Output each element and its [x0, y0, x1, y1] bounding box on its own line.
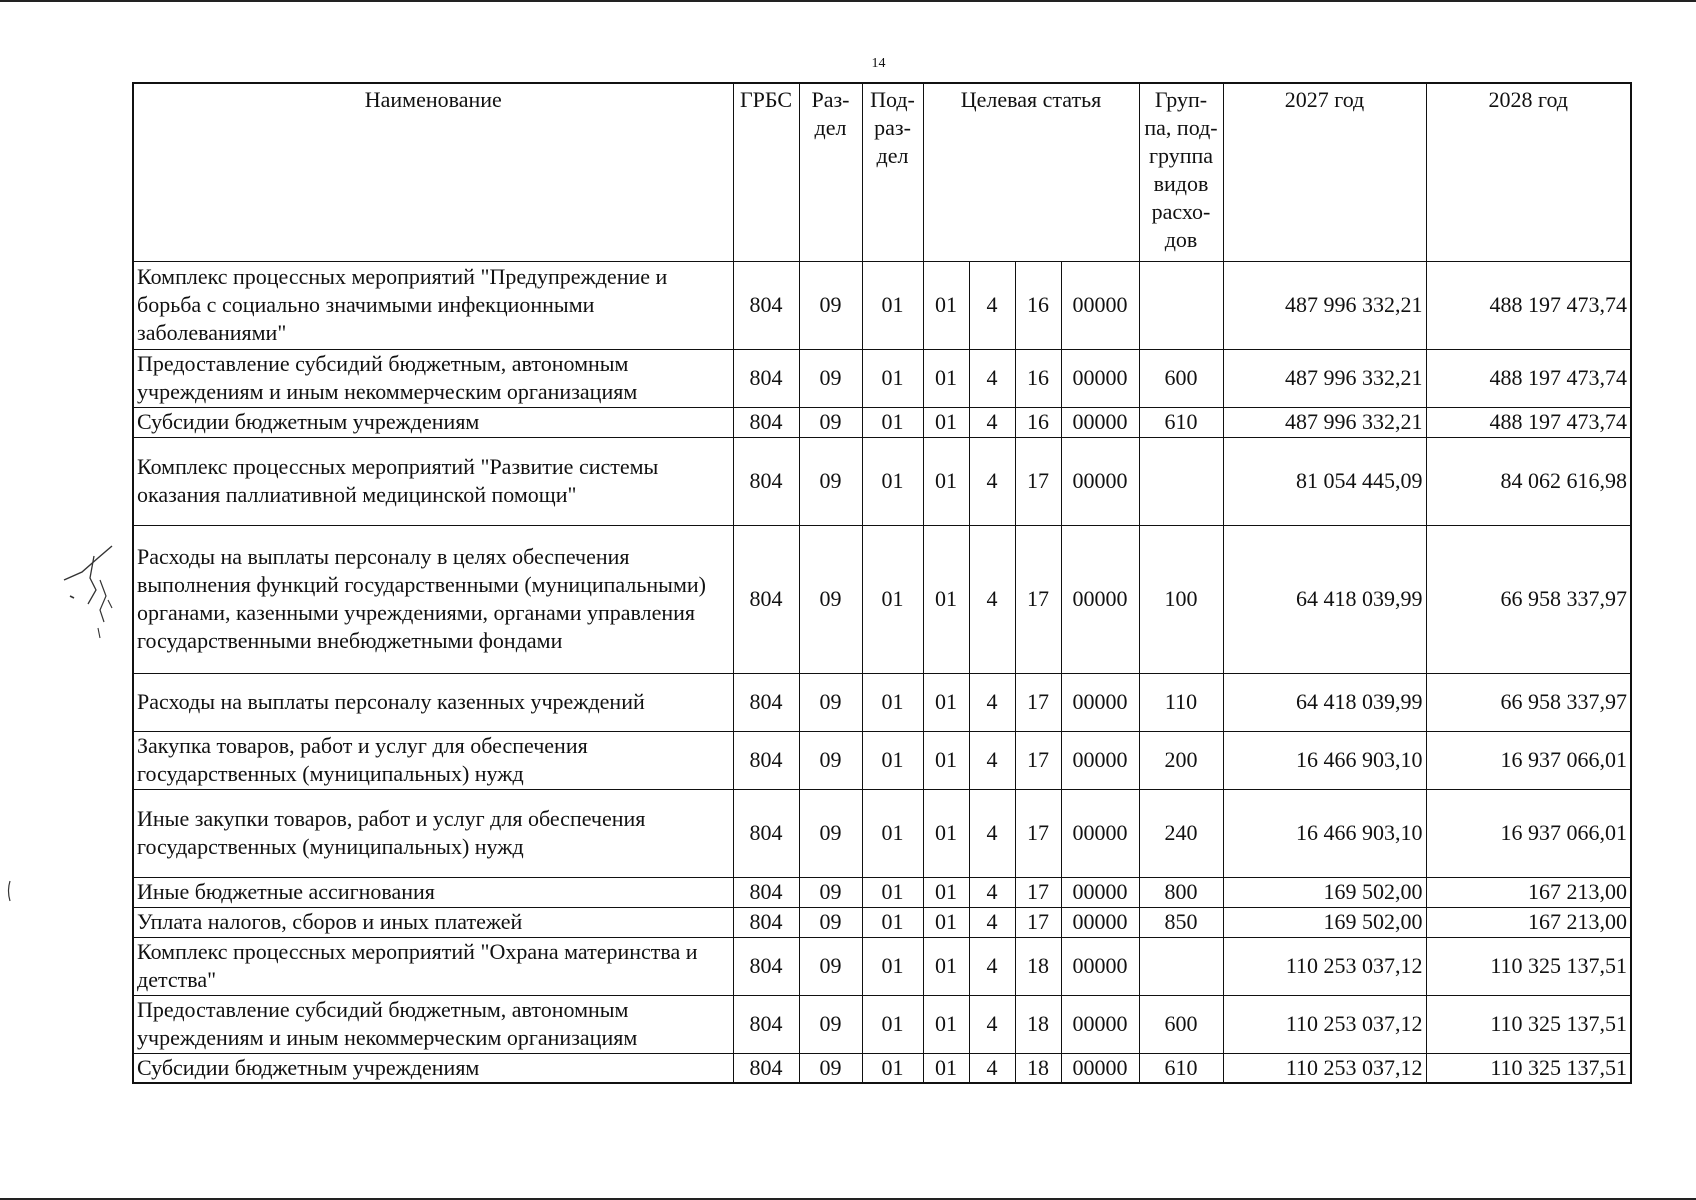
- table-row: [133, 1053, 1631, 1083]
- cell-subsection: 01: [862, 349, 923, 407]
- cell-target-type: 4: [969, 877, 1015, 907]
- cell-target-structural: 16: [1015, 407, 1061, 437]
- cell-section: 09: [799, 525, 862, 673]
- cell-grbs: 804: [733, 937, 799, 995]
- handwritten-signature-icon: [60, 538, 130, 648]
- cell-expense-group: 610: [1139, 407, 1223, 437]
- cell-name: Комплекс процессных мероприятий "Развитие системы оказания паллиативной медицинской помощи": [133, 437, 733, 525]
- cell-grbs: 804: [733, 673, 799, 731]
- cell-target-direction: 00000: [1061, 261, 1139, 349]
- cell-amount-2027: 487 996 332,21: [1223, 407, 1426, 437]
- cell-grbs: 804: [733, 525, 799, 673]
- header-name: Наименование: [133, 83, 733, 261]
- cell-section: 09: [799, 407, 862, 437]
- cell-grbs: 804: [733, 1053, 799, 1083]
- cell-amount-2027: 169 502,00: [1223, 907, 1426, 937]
- cell-amount-2027: 16 466 903,10: [1223, 731, 1426, 789]
- cell-name: Предоставление субсидий бюджетным, автономным учреждениям и иным некоммерческим организациям: [133, 995, 733, 1053]
- cell-target-type: 4: [969, 673, 1015, 731]
- cell-target-program: 01: [923, 349, 969, 407]
- cell-target-direction: 00000: [1061, 525, 1139, 673]
- cell-name: Комплекс процессных мероприятий "Охрана материнства и детства": [133, 937, 733, 995]
- cell-expense-group: 100: [1139, 525, 1223, 673]
- cell-name: Комплекс процессных мероприятий "Предупреждение и борьба с социально значимыми инфекционными заболеваниями": [133, 261, 733, 349]
- cell-target-structural: 17: [1015, 673, 1061, 731]
- cell-amount-2028: 167 213,00: [1426, 907, 1631, 937]
- header-expense-group: Груп-па, под-группа видов расхо-дов: [1139, 83, 1223, 261]
- cell-target-structural: 16: [1015, 261, 1061, 349]
- cell-target-structural: 17: [1015, 789, 1061, 877]
- cell-target-program: 01: [923, 907, 969, 937]
- cell-target-direction: 00000: [1061, 789, 1139, 877]
- cell-target-type: 4: [969, 907, 1015, 937]
- cell-name: Иные бюджетные ассигнования: [133, 877, 733, 907]
- cell-target-program: 01: [923, 437, 969, 525]
- header-section: Раз-дел: [799, 83, 862, 261]
- cell-target-structural: 16: [1015, 349, 1061, 407]
- cell-section: 09: [799, 349, 862, 407]
- cell-grbs: 804: [733, 907, 799, 937]
- cell-target-type: 4: [969, 407, 1015, 437]
- cell-target-structural: 17: [1015, 525, 1061, 673]
- table-row: [133, 349, 1631, 407]
- cell-subsection: 01: [862, 877, 923, 907]
- cell-amount-2027: 110 253 037,12: [1223, 995, 1426, 1053]
- cell-target-direction: 00000: [1061, 877, 1139, 907]
- cell-target-direction: 00000: [1061, 349, 1139, 407]
- cell-section: 09: [799, 907, 862, 937]
- cell-target-structural: 18: [1015, 1053, 1061, 1083]
- cell-subsection: 01: [862, 673, 923, 731]
- cell-amount-2027: 110 253 037,12: [1223, 1053, 1426, 1083]
- cell-grbs: 804: [733, 995, 799, 1053]
- cell-grbs: 804: [733, 349, 799, 407]
- cell-amount-2027: 64 418 039,99: [1223, 525, 1426, 673]
- cell-grbs: 804: [733, 437, 799, 525]
- cell-amount-2027: 16 466 903,10: [1223, 789, 1426, 877]
- cell-target-program: 01: [923, 789, 969, 877]
- cell-amount-2028: 110 325 137,51: [1426, 995, 1631, 1053]
- cell-section: 09: [799, 937, 862, 995]
- cell-target-program: 01: [923, 877, 969, 907]
- cell-target-type: 4: [969, 261, 1015, 349]
- table-row: [133, 789, 1631, 877]
- cell-expense-group: 110: [1139, 673, 1223, 731]
- cell-amount-2028: 16 937 066,01: [1426, 731, 1631, 789]
- table-header-row: [133, 83, 1631, 261]
- cell-amount-2028: 66 958 337,97: [1426, 673, 1631, 731]
- cell-name: Закупка товаров, работ и услуг для обеспечения государственных (муниципальных) нужд: [133, 731, 733, 789]
- cell-amount-2028: 488 197 473,74: [1426, 407, 1631, 437]
- cell-expense-group: 850: [1139, 907, 1223, 937]
- cell-expense-group: 240: [1139, 789, 1223, 877]
- cell-name: Иные закупки товаров, работ и услуг для обеспечения государственных (муниципальных) нужд: [133, 789, 733, 877]
- cell-target-program: 01: [923, 673, 969, 731]
- cell-amount-2028: 488 197 473,74: [1426, 261, 1631, 349]
- cell-target-structural: 17: [1015, 731, 1061, 789]
- cell-grbs: 804: [733, 407, 799, 437]
- cell-target-type: 4: [969, 437, 1015, 525]
- header-target-article: Целевая статья: [923, 83, 1139, 261]
- cell-subsection: 01: [862, 907, 923, 937]
- cell-target-direction: 00000: [1061, 673, 1139, 731]
- cell-target-direction: 00000: [1061, 907, 1139, 937]
- cell-expense-group: [1139, 261, 1223, 349]
- cell-target-direction: 00000: [1061, 937, 1139, 995]
- cell-section: 09: [799, 731, 862, 789]
- cell-target-program: 01: [923, 525, 969, 673]
- table-row: [133, 937, 1631, 995]
- table-row: [133, 261, 1631, 349]
- cell-section: 09: [799, 995, 862, 1053]
- cell-amount-2028: 66 958 337,97: [1426, 525, 1631, 673]
- cell-target-direction: 00000: [1061, 437, 1139, 525]
- cell-grbs: 804: [733, 261, 799, 349]
- cell-target-program: 01: [923, 1053, 969, 1083]
- cell-name: Уплата налогов, сборов и иных платежей: [133, 907, 733, 937]
- cell-subsection: 01: [862, 995, 923, 1053]
- cell-target-program: 01: [923, 995, 969, 1053]
- header-year-2028: 2028 год: [1426, 83, 1631, 261]
- cell-target-program: 01: [923, 407, 969, 437]
- cell-expense-group: 200: [1139, 731, 1223, 789]
- table-row: [133, 877, 1631, 907]
- table-row: [133, 907, 1631, 937]
- header-subsection: Под-раз-дел: [862, 83, 923, 261]
- cell-expense-group: [1139, 937, 1223, 995]
- cell-subsection: 01: [862, 437, 923, 525]
- cell-subsection: 01: [862, 1053, 923, 1083]
- table-row: [133, 731, 1631, 789]
- cell-target-type: 4: [969, 789, 1015, 877]
- cell-section: 09: [799, 261, 862, 349]
- cell-expense-group: 600: [1139, 995, 1223, 1053]
- cell-amount-2028: 488 197 473,74: [1426, 349, 1631, 407]
- cell-name: Предоставление субсидий бюджетным, автономным учреждениям и иным некоммерческим организациям: [133, 349, 733, 407]
- header-year-2027: 2027 год: [1223, 83, 1426, 261]
- cell-subsection: 01: [862, 407, 923, 437]
- page-number: 14: [871, 56, 886, 71]
- cell-subsection: 01: [862, 937, 923, 995]
- cell-expense-group: 600: [1139, 349, 1223, 407]
- cell-section: 09: [799, 1053, 862, 1083]
- budget-table: [132, 82, 1632, 1084]
- cell-target-direction: 00000: [1061, 995, 1139, 1053]
- cell-grbs: 804: [733, 789, 799, 877]
- cell-target-structural: 17: [1015, 437, 1061, 525]
- cell-target-direction: 00000: [1061, 407, 1139, 437]
- cell-expense-group: 800: [1139, 877, 1223, 907]
- cell-name: Субсидии бюджетным учреждениям: [133, 1053, 733, 1083]
- cell-target-type: 4: [969, 731, 1015, 789]
- cell-subsection: 01: [862, 525, 923, 673]
- table-row: [133, 407, 1631, 437]
- cell-amount-2027: 81 054 445,09: [1223, 437, 1426, 525]
- cell-amount-2028: 84 062 616,98: [1426, 437, 1631, 525]
- cell-amount-2028: 110 325 137,51: [1426, 937, 1631, 995]
- table-row: [133, 995, 1631, 1053]
- cell-target-program: 01: [923, 261, 969, 349]
- cell-name: Расходы на выплаты персоналу казенных учреждений: [133, 673, 733, 731]
- cell-name: Расходы на выплаты персоналу в целях обеспечения выполнения функций государственными (муниципальными) органами, казенными учреждениями, органами управления государственными внебюджетными фондами: [133, 525, 733, 673]
- cell-grbs: 804: [733, 877, 799, 907]
- cell-amount-2027: 169 502,00: [1223, 877, 1426, 907]
- cell-expense-group: [1139, 437, 1223, 525]
- cell-target-program: 01: [923, 731, 969, 789]
- header-grbs: ГРБС: [733, 83, 799, 261]
- cell-target-structural: 18: [1015, 995, 1061, 1053]
- cell-target-structural: 17: [1015, 877, 1061, 907]
- cell-amount-2028: 16 937 066,01: [1426, 789, 1631, 877]
- cell-amount-2028: 167 213,00: [1426, 877, 1631, 907]
- cell-target-type: 4: [969, 937, 1015, 995]
- cell-target-direction: 00000: [1061, 731, 1139, 789]
- table-row: [133, 525, 1631, 673]
- cell-target-structural: 18: [1015, 937, 1061, 995]
- cell-target-type: 4: [969, 349, 1015, 407]
- cell-amount-2027: 110 253 037,12: [1223, 937, 1426, 995]
- cell-section: 09: [799, 877, 862, 907]
- cell-target-type: 4: [969, 995, 1015, 1053]
- table-row: [133, 437, 1631, 525]
- margin-bracket-icon: [6, 880, 12, 902]
- cell-subsection: 01: [862, 789, 923, 877]
- cell-target-type: 4: [969, 525, 1015, 673]
- table-body: [133, 261, 1631, 1083]
- cell-section: 09: [799, 437, 862, 525]
- cell-grbs: 804: [733, 731, 799, 789]
- cell-amount-2027: 487 996 332,21: [1223, 349, 1426, 407]
- cell-amount-2027: 64 418 039,99: [1223, 673, 1426, 731]
- cell-amount-2027: 487 996 332,21: [1223, 261, 1426, 349]
- cell-target-structural: 17: [1015, 907, 1061, 937]
- cell-amount-2028: 110 325 137,51: [1426, 1053, 1631, 1083]
- cell-section: 09: [799, 673, 862, 731]
- cell-subsection: 01: [862, 731, 923, 789]
- cell-subsection: 01: [862, 261, 923, 349]
- cell-target-type: 4: [969, 1053, 1015, 1083]
- table-row: [133, 673, 1631, 731]
- cell-expense-group: 610: [1139, 1053, 1223, 1083]
- cell-target-program: 01: [923, 937, 969, 995]
- cell-target-direction: 00000: [1061, 1053, 1139, 1083]
- cell-name: Субсидии бюджетным учреждениям: [133, 407, 733, 437]
- cell-section: 09: [799, 789, 862, 877]
